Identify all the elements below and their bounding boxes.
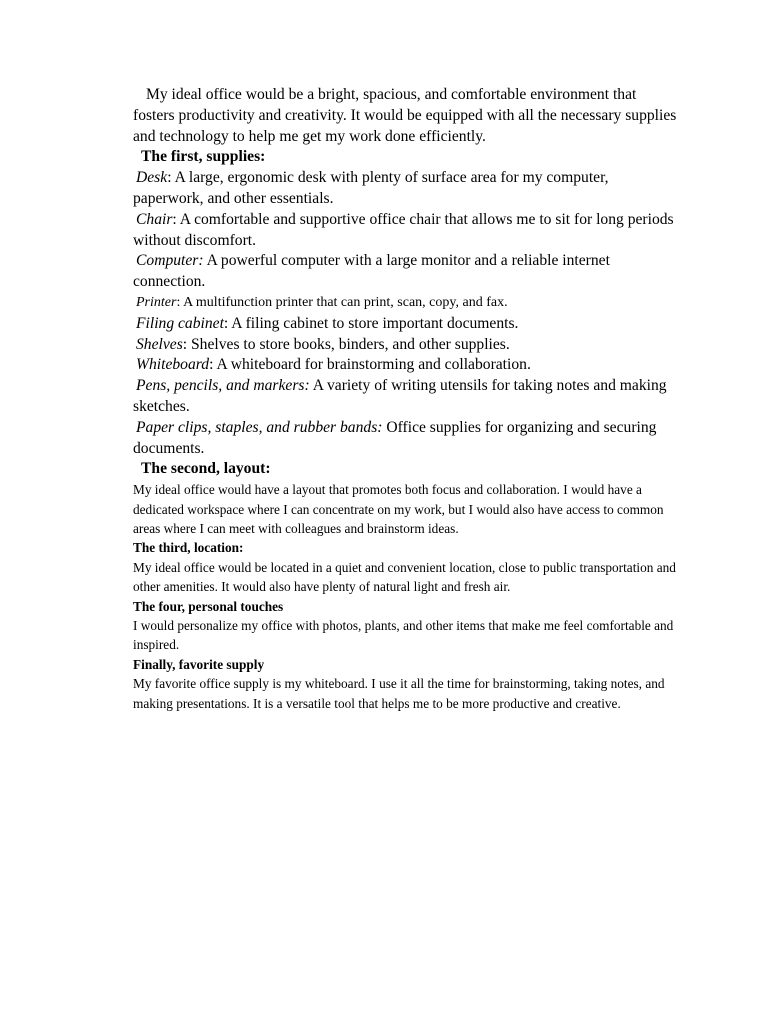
supplies-heading: The first, supplies: [141,148,266,166]
favorite-supply-heading: Finally, favorite supply [133,656,265,672]
location-paragraph: My ideal office would be located in a quiet and convenient location, close to public transportation and other amenities. It would also have plenty of natural light and fresh air. [133,559,676,595]
supply-term: Whiteboard [136,356,210,374]
supply-term: Shelves [136,335,183,353]
supply-term: Desk [136,169,168,187]
document-page [133,85,678,713]
supply-item-desk: Desk: A large, ergonomic desk with plenty of surface area for my computer, paperwork, and other essentials. [133,169,609,207]
layout-heading: The second, layout: [141,460,271,478]
supply-item-filing-cabinet: Filing cabinet: A filing cabinet to store important documents. [136,314,519,332]
personal-touches-heading: The four, personal touches [133,598,284,614]
supply-item-printer: Printer: A multifunction printer that can print, scan, copy, and fax. [136,294,508,310]
supply-desc: A multifunction printer that can print, scan, copy, and fax. [180,294,508,310]
supply-term: Paper clips, staples, and rubber bands: [136,418,383,436]
supply-desc: A variety of writing utensils for taking notes and making sketches. [133,377,667,415]
supply-desc: A comfortable and supportive office chair that allows me to sit for long periods without discomfort. [133,210,674,249]
supply-item-computer [133,251,678,293]
supply-desc: A filing cabinet to store important documents. [228,314,519,332]
supply-item-paper-clips [133,418,678,460]
supply-item-shelves: Shelves: Shelves to store books, binders, and other supplies. [136,335,510,353]
supply-term: Computer: [136,252,204,270]
intro-paragraph: My ideal office would be a bright, spacious, and comfortable environment that fosters productivity and creativity. It would be equipped with all the necessary supplies and technology to help me get my work done efficiently. [133,86,677,145]
supply-desc: A whiteboard for brainstorming and collaboration. [213,356,531,374]
supply-term: Printer [136,294,177,310]
supply-term: Pens, pencils, and markers: [136,377,310,395]
personal-touches-paragraph: I would personalize my office with photos, plants, and other items that make me feel comfortable and inspired. [133,617,674,653]
supply-term: Chair [136,210,173,228]
supply-item-chair: Chair: A comfortable and supportive office chair that allows me to sit for long periods without discomfort. [133,210,674,249]
supply-desc: Shelves to store books, binders, and other supplies. [187,335,510,353]
supply-desc: A large, ergonomic desk with plenty of surface area for my computer, paperwork, and other essentials. [133,169,609,207]
supply-item-pens [133,376,678,418]
favorite-supply-paragraph: My favorite office supply is my whiteboard. I use it all the time for brainstorming, taking notes, and making presentations. It is a versatile tool that helps me to be more productive and creative. [133,676,665,711]
supply-term: Filing cabinet [136,314,224,332]
supply-desc: Office supplies for organizing and securing documents. [133,418,657,457]
supply-item-whiteboard: Whiteboard: A whiteboard for brainstorming and collaboration. [136,356,531,374]
supply-desc: A powerful computer with a large monitor and a reliable internet connection. [133,252,610,291]
layout-paragraph: My ideal office would have a layout that promotes both focus and collaboration. I would have a dedicated workspace where I can concentrate on my work, but I would also have access to common areas where I can meet with colleagues and brainstorm ideas. [133,482,664,536]
location-heading: The third, location: [133,540,244,556]
